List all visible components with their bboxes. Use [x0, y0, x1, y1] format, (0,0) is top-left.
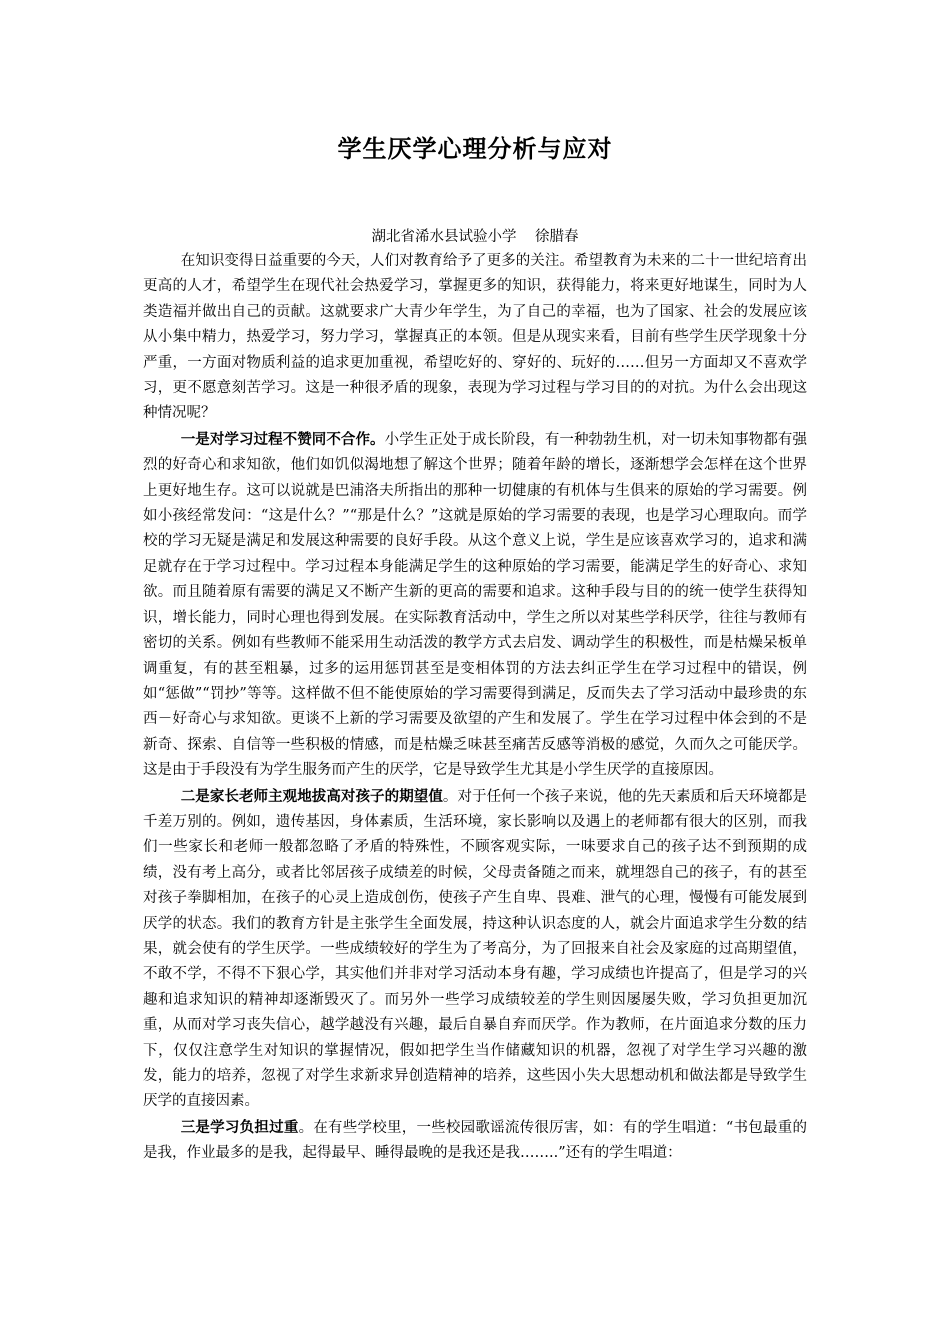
paragraph-heading: 三是学习负担过重 — [180, 1118, 299, 1136]
paragraph-intro — [143, 249, 807, 427]
paragraph-text: 。对于任何一个孩子来说，他的先天素质和后天环境都是千差万别的。例如，遗传基因，身体素质，生活环境，家长影响以及遇上的老师都有很大的区别，而我们一些家长和老师一般都忽略了矛盾的特殊性，不顾客观实际，一味要求自己的孩子达不到预期的成绩，没有考上高分，或者比邻居孩子成绩差的时候，父母责备随之而来，就埋怨自己的孩子，有的甚至对孩子拳脚相加，在孩子的心灵上造成创伤，使孩子产生自卑、畏难、泄气的心理，慢慢有可能发展到厌学的状态。我们的教育方针是主张学生全面发展，持这种认识态度的人，就会片面追求学生分数的结果，就会使有的学生厌学。一些成绩较好的学生为了考高分，为了回报来自社会及家庭的过高期望值，不敢不学，不得不下狠心学，其实他们并非对学习活动本身有趣，学习成绩也许提高了，但是学习的兴趣和追求知识的精神却逐渐毁灭了。而另外一些学习成绩较差的学生则因屡屡失败，学习负担更加沉重，从而对学习丧失信心，越学越没有兴趣，最后自暴自弃而厌学。作为教师，在片面追求分数的压力下，仅仅注意学生对知识的掌握情况，假如把学生当作储藏知识的机器，忽视了对学生学习兴趣的激发，能力的培养，忽视了对学生求新求异创造精神的培养，这些因小失大思想动机和做法都是导致学生厌学的直接因素。 — [143, 788, 808, 1110]
author-line: 湖北省浠水县试验小学 徐腊春 — [371, 229, 579, 245]
paragraph-reason-3 — [143, 1115, 807, 1167]
paragraph-heading: 一是对学习过程不赞同不合作。 — [180, 430, 385, 448]
document-page — [143, 0, 807, 1344]
document-body — [143, 249, 807, 1167]
paragraph-text: 小学生正处于成长阶段，有一种勃勃生机，对一切未知事物都有强烈的好奇心和求知欲，他们如饥似渴地想了解这个世界；随着年龄的增长，逐渐想学会怎样在这个世界上更好地生存。这可以说就是巴浦洛夫所指出的那种一切健康的有机体与生俱来的原始的学习需要。例如小孩经常发问：“这是什么？”“那是什么？”这就是原始的学习需要的表现，也是学习心理取向。而学校的学习无疑是满足和发展这种需要的良好手段。从这个意义上说，学生是应该喜欢学习的，追求和满足就存在于学习过程中。学习过程本身能满足学生的这种原始的学习需要，能满足学生的好奇心、求知欲。而且随着原有需要的满足又不断产生新的更高的需要和追求。这种手段与目的的统一使学生获得知识，增长能力，同时心理也得到发展。在实际教育活动中，学生之所以对某些学科厌学，往往与教师有密切的关系。例如有些教师不能采用生动活泼的教学方式去启发、调动学生的积极性，而是枯燥呆板单调重复，有的甚至粗暴，过多的运用惩罚甚至是变相体罚的方法去纠正学生在学习过程中的错误，例如“惩做”“罚抄”等等。这样做不但不能使原始的学习需要得到满足，反而失去了学习活动中最珍贵的东西－好奇心与求知欲。更谈不上新的学习需要及欲望的产生和发展了。学生在学习过程中体会到的不是新奇、探索、自信等一些积极的情感，而是枯燥乏味甚至痛苦反感等消极的感觉，久而久之可能厌学。这是由于手段没有为学生服务而产生的厌学，它是导致学生尤其是小学生厌学的直接原因。 — [143, 431, 807, 779]
paragraph-text: 在知识变得日益重要的今天，人们对教育给予了更多的关注。希望教育为未来的二十一世纪培育出更高的人才，希望学生在现代社会热爱学习，掌握更多的知识，获得能力，将来更好地谋生，同时为人类造福并做出自己的贡献。这就要求广大青少年学生，为了自己的幸福，也为了国家、社会的发展应该从小集中精力，热爱学习，努力学习，掌握真正的本领。但是从现实来看，目前有些学生厌学现象十分严重，一方面对物质利益的追求更加重视，希望吃好的、穿好的、玩好的……但另一方面却又不喜欢学习，更不愿意刻苦学习。这是一种很矛盾的现象，表现为学习过程与学习目的的对抗。为什么会出现这种情况呢？ — [143, 253, 807, 422]
page-title: 学生厌学心理分析与应对 — [337, 135, 613, 163]
paragraph-reason-2 — [143, 784, 807, 1115]
paragraph-reason-1 — [143, 427, 807, 784]
paragraph-heading: 二是家长老师主观地拔高对孩子的期望值 — [180, 787, 443, 805]
paragraph-text: 。在有些学校里，一些校园歌谣流传很厉害，如：有的学生唱道：“书包最重的是我，作业最多的是我，起得最早、睡得最晚的是我还是我……..”还有的学生唱道： — [143, 1119, 807, 1162]
